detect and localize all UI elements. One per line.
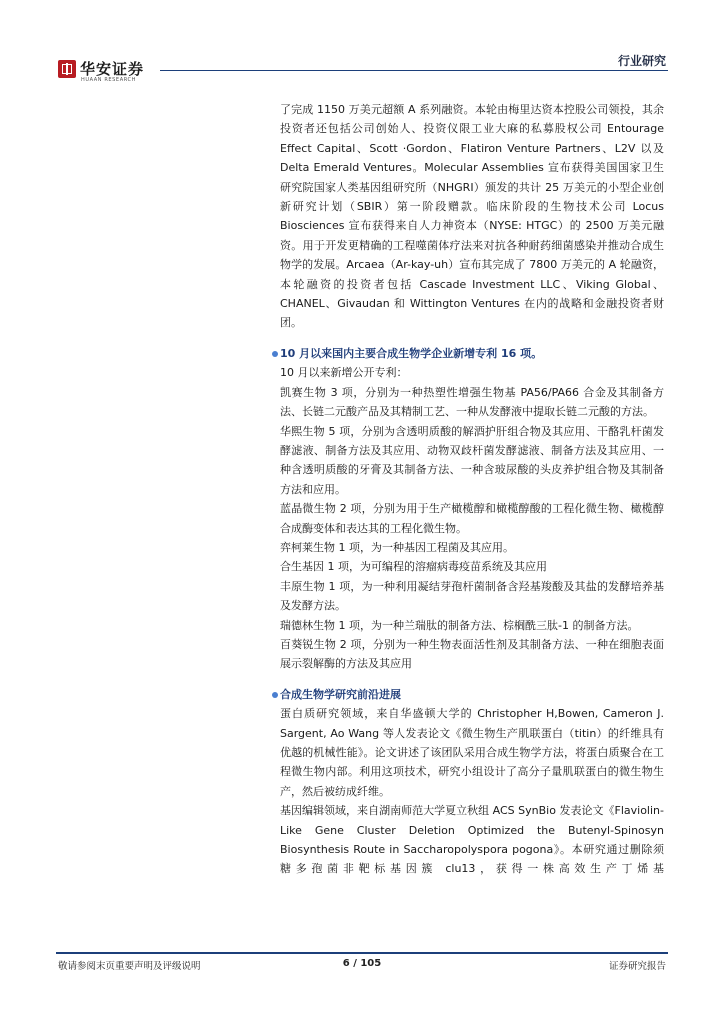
bullet-dot-icon xyxy=(272,692,278,698)
patent-paragraph: 百葵锐生物 2 项，分别为一种生物表面活性剂及其制备方法、一种在细胞表面展示裂解酶的方法及其应用 xyxy=(280,637,664,671)
header-divider xyxy=(160,70,668,71)
footer-report-type: 证券研究报告 xyxy=(608,961,666,972)
section-heading-text: 合成生物学研究前沿进展 xyxy=(280,687,401,701)
research-paragraph: 蛋白质研究领域，来自华盛顿大学的 Christopher H,Bowen, Cameron J. Sargent, Ao Wang 等人发表论文《微生物生产肌联蛋白（titin）的纤维具有优越的机械性能》。论文讲述了该团队采用合成生物学方法，将蛋白质聚合在工程微生物内部。利用这项技术，研究小组设计了高分子量肌联蛋白的微生物生产，然后被纺成纤维。 xyxy=(280,707,664,798)
patent-paragraph: 华熙生物 5 项，分别为含透明质酸的解酒护肝组合物及其应用、干酪乳杆菌发酵滤液、制备方法及其应用、动物双歧杆菌发酵滤液、制备方法及其应用、一种含透明质酸的牙膏及其制备方法、一种含玻尿酸的头皮养护组合物及其制备方法和应用。 xyxy=(280,424,664,496)
patent-paragraph: 蓝晶微生物 2 项，分别为用于生产橄榄醇和橄榄醇酸的工程化微生物、橄榄醇合成酶变体和表达其的工程化微生物。 xyxy=(280,502,664,535)
section-heading-patents xyxy=(280,344,664,363)
patent-paragraph: 合生基因 1 项，为可编程的溶瘤病毒疫苗系统及其应用 xyxy=(280,560,547,574)
patent-paragraph: 凯赛生物 3 项，分别为一种热塑性增强生物基 PA56/PA66 合金及其制备方法、长链二元酸产品及其精制工艺、一种从发酵液中提取长链二元酸的方法。 xyxy=(280,385,664,419)
footer-disclaimer: 敬请参阅末页重要声明及评级说明 xyxy=(58,961,201,972)
research-paragraph: 基因编辑领域，来自湖南师范大学夏立秋组 ACS SynBio 发表论文《Flaviolin-Like Gene Cluster Deletion Optimized the Butenyl-Spinosyn Biosynthesis Route in Saccharopolyspora pogona》。本研究通过删除须糖多孢菌非靶标基因簇 clu13，获得一株高效生产丁烯基 xyxy=(280,804,664,876)
footer-divider xyxy=(56,952,668,954)
section-heading-research xyxy=(280,685,664,704)
patent-paragraph: 10 月以来新增公开专利： xyxy=(280,366,408,380)
huaan-logo-icon xyxy=(58,60,76,78)
section-body-patents xyxy=(280,363,664,674)
page-header xyxy=(0,0,724,90)
section-heading-text: 10 月以来国内主要合成生物学企业新增专利 16 项。 xyxy=(280,346,543,360)
patent-paragraph: 弈柯莱生物 1 项，为一种基因工程菌及其应用。 xyxy=(280,540,514,554)
patent-paragraph: 瑞德林生物 1 项，为一种兰瑞肽的制备方法、棕榈酰三肽-1 的制备方法。 xyxy=(280,618,639,632)
section-title: 行业研究 xyxy=(617,54,666,68)
page-content xyxy=(280,100,664,879)
section-body-research xyxy=(280,704,664,879)
brand-subtitle: HUAAN RESEARCH xyxy=(81,77,136,83)
intro-paragraph: 了完成 1150 万美元超额 A 系列融资。本轮由梅里达资本控股公司领投，其余投资者还包括公司创始人、投资仪限工业大麻的私募股权公司 Entourage Effect Capital、Scott ·Gordon、Flatiron Venture Partners、L2V 以及 Delta Emerald Ventures。Molecular Assemblies 宣布获得美国国家卫生研究院国家人类基因组研究所（NHGRI）颁发的共计 25 万美元的小型企业创新研究计划（SBIR）第一阶段赠款。临床阶段的生物技术公司 Locus Biosciences 宣布获得来自人力神资本（NYSE: HTGC）的 2500 万美元融资。用于开发更精确的工程噬菌体疗法来对抗各种耐药细菌感染并推动合成生物学的发展。Arcaea（Ar-kay-uh）宣布其完成了 7800 万美元的 A 轮融资，本轮融资的投资者包括 Cascade Investment LLC、Viking Global、CHANEL、Givaudan 和 Wittington Ventures 在内的战略和金融投资者财团。 xyxy=(280,103,664,330)
page-number: 6 / 105 xyxy=(342,958,382,969)
bullet-dot-icon xyxy=(272,351,278,357)
patent-paragraph: 丰原生物 1 项，为一种利用凝结芽孢杆菌制备含羟基羧酸及其盐的发酵培养基及发酵方法。 xyxy=(280,579,664,613)
brand-name: 华安证券 xyxy=(80,60,145,78)
